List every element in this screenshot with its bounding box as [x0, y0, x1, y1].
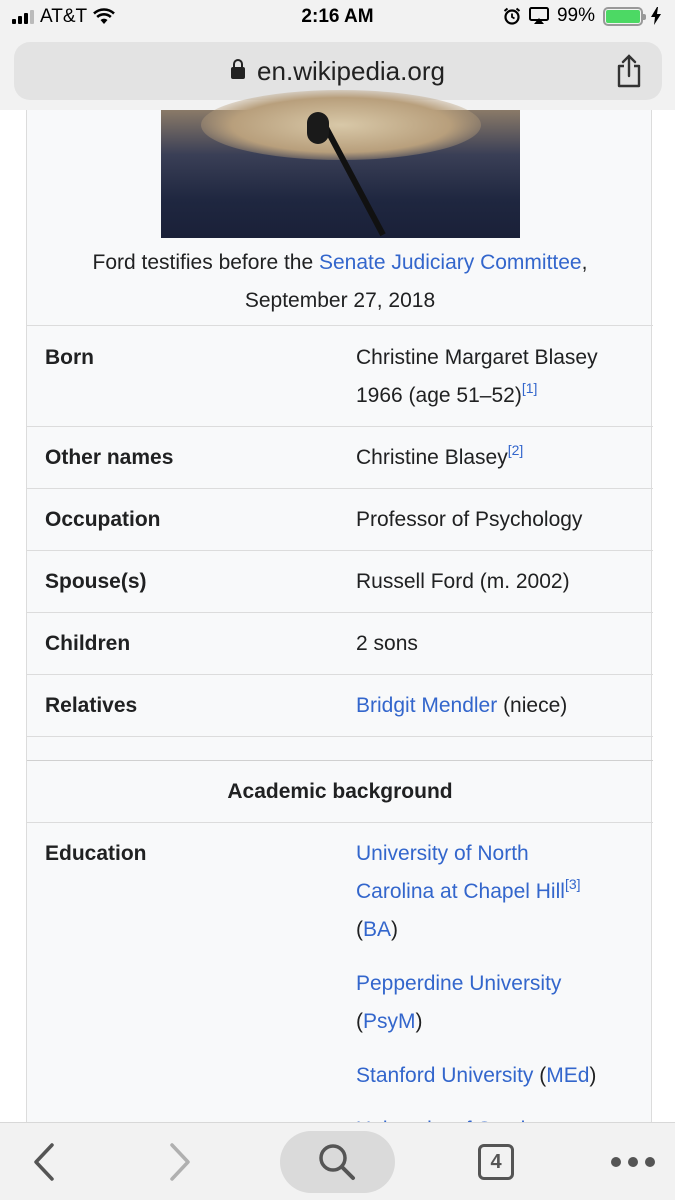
status-time: 2:16 AM [301, 6, 374, 27]
education-value: University of North Carolina at Chapel Hill[3] (BA) Pepperdine University (PsyM) Stanford University (MEd) [356, 835, 641, 1149]
med-link[interactable]: MEd [546, 1064, 590, 1087]
infobox-row-spouse [27, 550, 653, 612]
unc-link-continued[interactable]: Carolina at Chapel Hill [356, 880, 565, 903]
forward-button[interactable] [158, 1123, 202, 1201]
infobox-photo[interactable] [161, 110, 520, 238]
relatives-label: Relatives [45, 694, 138, 717]
reference-1-link[interactable]: [1] [521, 380, 538, 396]
chevron-right-icon [169, 1143, 191, 1181]
other-names-value: Christine Blasey[2] [356, 442, 524, 469]
born-value: Christine Margaret Blasey 1966 (age 51–52)[1] [356, 346, 598, 407]
infobox-spacer [27, 736, 653, 760]
children-label: Children [45, 632, 131, 655]
more-dots-icon [611, 1157, 655, 1167]
carrier-label: AT&T [40, 6, 88, 27]
occupation-label: Occupation [45, 508, 161, 531]
infobox-row-occupation [27, 488, 653, 550]
back-button[interactable] [22, 1123, 66, 1201]
lock-icon [231, 67, 245, 79]
spouse-value: Russell Ford (m. 2002) [356, 570, 570, 593]
infobox [26, 110, 652, 1122]
share-icon[interactable] [616, 54, 642, 88]
battery-icon [603, 7, 643, 26]
section-heading-row [27, 760, 653, 822]
caption-date: September 27, 2018 [244, 289, 436, 312]
photo-caption: Ford testifies before the Senate Judiciary Committee, September 27, 2018 [92, 251, 588, 312]
charging-bolt-icon [651, 7, 661, 25]
airplay-icon [529, 7, 549, 25]
education-label: Education [45, 842, 147, 865]
unc-link[interactable]: University of North [356, 842, 529, 865]
infobox-row-education [27, 822, 653, 1122]
infobox-row-other-names [27, 426, 653, 488]
url-text[interactable]: en.wikipedia.org [257, 56, 445, 86]
chevron-left-icon [33, 1143, 55, 1181]
battery-percent: 99% [556, 5, 595, 26]
microphone-icon [307, 112, 329, 144]
reference-2-link[interactable]: [2] [507, 442, 524, 458]
tabs-button[interactable] [474, 1123, 518, 1201]
ba-link[interactable]: BA [363, 918, 392, 941]
infobox-row-relatives [27, 674, 653, 736]
academic-background-heading: Academic background [227, 780, 453, 803]
alarm-clock-icon [503, 7, 521, 25]
stanford-link[interactable]: Stanford University [356, 1064, 534, 1087]
psym-link[interactable]: PsyM [363, 1010, 416, 1033]
occupation-value: Professor of Psychology [356, 508, 583, 531]
spouse-label: Spouse(s) [45, 570, 147, 593]
tab-count: 4 [478, 1144, 514, 1180]
born-label: Born [45, 346, 94, 369]
search-icon [317, 1142, 357, 1182]
search-button[interactable] [280, 1131, 395, 1193]
bridgit-mendler-link[interactable]: Bridgit Mendler [356, 694, 498, 717]
more-button[interactable] [608, 1123, 658, 1201]
status-bar [0, 0, 675, 34]
infobox-row-born [27, 325, 653, 426]
page-content [0, 110, 675, 1122]
relatives-value: Bridgit Mendler (niece) [356, 694, 568, 717]
infobox-row-children [27, 612, 653, 674]
other-names-label: Other names [45, 446, 174, 469]
senate-judiciary-link[interactable]: Senate Judiciary Committee [318, 251, 582, 274]
pepperdine-link[interactable]: Pepperdine University [356, 972, 562, 995]
browser-toolbar [0, 1122, 675, 1200]
reference-3-link[interactable]: [3] [564, 876, 581, 892]
children-value: 2 sons [356, 632, 418, 655]
